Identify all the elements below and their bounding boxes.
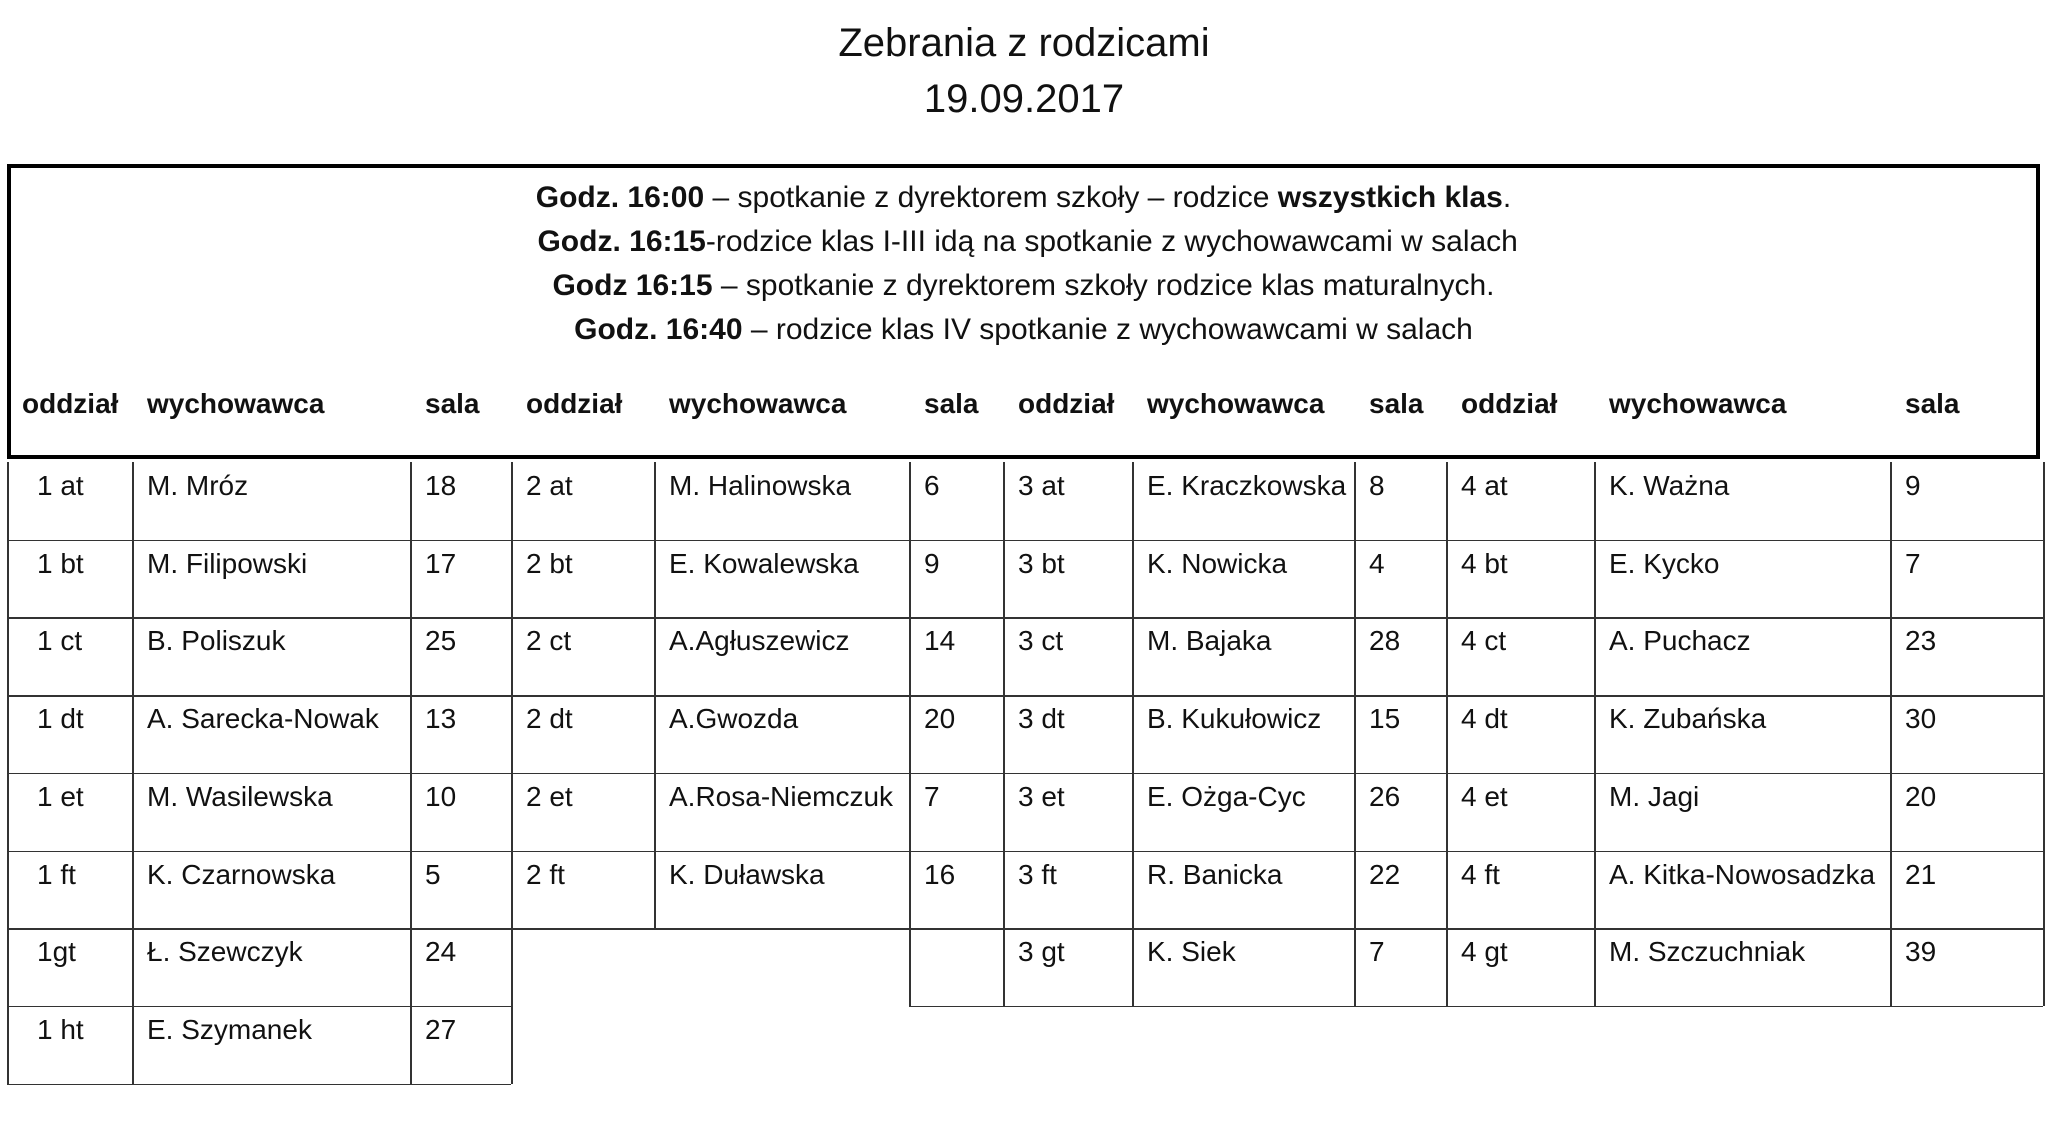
cell-sala: 20 [924, 703, 956, 735]
cell-oddzial: 1 ct [37, 625, 83, 657]
cell-oddzial: 4 bt [1461, 547, 1508, 579]
cell-sala: 21 [1905, 858, 1937, 890]
cell-oddzial: 3 dt [1018, 703, 1065, 735]
cell-sala: 5 [425, 858, 441, 890]
cell-sala: 7 [1905, 547, 1921, 579]
cell-sala: 39 [1905, 936, 1937, 968]
cell-sala: 16 [924, 858, 956, 890]
cell-wychowawca: A. Puchacz [1609, 625, 1751, 657]
cell-sala: 9 [924, 547, 940, 579]
cell-wychowawca: M. Jagi [1609, 780, 1700, 812]
cell-sala: 25 [425, 625, 457, 657]
notice-line-1 [11, 178, 2036, 218]
cell-wychowawca: E. Szymanek [147, 1013, 312, 1045]
cell-oddzial: 2 bt [526, 547, 573, 579]
cell-wychowawca: M. Mróz [147, 470, 249, 501]
cell-oddzial: 3 bt [1018, 547, 1065, 579]
notice-text: – spotkanie z dyrektorem szkoły rodzice klas maturalnych. [712, 269, 1495, 302]
cell-oddzial: 1 bt [37, 547, 84, 579]
cell-oddzial: 1 ft [37, 858, 76, 890]
cell-wychowawca: K. Czarnowska [147, 858, 336, 890]
cell-wychowawca: A.Agłuszewicz [669, 625, 850, 657]
header-oddzial-4: oddział [1461, 388, 1558, 419]
cell-oddzial: 1 ht [37, 1013, 84, 1045]
cell-sala: 28 [1369, 625, 1401, 657]
cell-oddzial: 3 et [1018, 780, 1065, 812]
cell-sala: 7 [1369, 936, 1385, 968]
cell-wychowawca: K. Ważna [1609, 470, 1730, 501]
cell-wychowawca: K. Siek [1147, 936, 1236, 968]
cell-oddzial: 1 at [37, 470, 84, 501]
cell-wychowawca: M. Halinowska [669, 470, 852, 501]
notice-line-4 [11, 310, 2036, 350]
header-sala-3: sala [1369, 388, 1424, 419]
cell-oddzial: 1 et [37, 780, 84, 812]
cell-wychowawca: M. Wasilewska [147, 780, 333, 812]
cell-sala: 4 [1369, 547, 1385, 579]
header-wychowawca-1: wychowawca [147, 388, 325, 419]
notice-time: Godz. 16:40 [574, 313, 743, 346]
cell-oddzial: 4 ct [1461, 625, 1507, 657]
cell-sala: 14 [924, 625, 956, 657]
header-wychowawca-3: wychowawca [1147, 388, 1325, 419]
cell-sala: 22 [1369, 858, 1401, 890]
notice-text: – rodzice klas IV spotkanie z wychowawcami w salach [742, 313, 1473, 346]
notice-text: -rodzice klas I-III idą na spotkanie z wychowawcami w salach [705, 225, 1518, 258]
cell-sala: 6 [924, 470, 940, 501]
cell-wychowawca: B. Poliszuk [147, 625, 286, 657]
cell-wychowawca: A.Rosa-Niemczuk [669, 780, 894, 812]
cell-sala: 20 [1905, 780, 1937, 812]
cell-wychowawca: M. Filipowski [147, 547, 308, 579]
notice-line-2 [11, 222, 2036, 262]
cell-sala: 26 [1369, 780, 1401, 812]
cell-oddzial: 3 at [1018, 470, 1065, 501]
cell-sala: 13 [425, 703, 457, 735]
cell-wychowawca: E. Kraczkowska [1147, 470, 1347, 501]
header-oddzial-2: oddział [526, 388, 623, 419]
header-wychowawca-2: wychowawca [669, 388, 847, 419]
cell-sala: 17 [425, 547, 457, 579]
cell-oddzial: 2 at [526, 470, 573, 501]
cell-wychowawca: M. Bajaka [1147, 625, 1272, 657]
meeting-date: 19.09.2017 [923, 77, 1125, 121]
cell-wychowawca: A. Kitka-Nowosadzka [1609, 858, 1876, 890]
notice-time: Godz. 16:00 [535, 181, 705, 214]
cell-oddzial: 3 gt [1018, 936, 1065, 968]
cell-sala: 10 [425, 780, 457, 812]
cell-sala: 27 [425, 1013, 457, 1045]
cell-wychowawca: B. Kukułowicz [1147, 703, 1322, 735]
notice-line-3 [11, 266, 2036, 306]
cell-oddzial: 2 et [526, 780, 573, 812]
cell-sala: 9 [1905, 470, 1921, 501]
cell-oddzial: 4 gt [1461, 936, 1508, 968]
cell-oddzial: 1 dt [37, 703, 84, 735]
cell-oddzial: 2 ft [526, 858, 565, 890]
cell-wychowawca: R. Banicka [1147, 858, 1283, 890]
notice-time: Godz. 16:15 [529, 225, 706, 258]
cell-sala: 8 [1369, 470, 1385, 501]
header-wychowawca-4: wychowawca [1609, 388, 1787, 419]
page-title: Zebrania z rodzicami [838, 21, 1210, 65]
cell-oddzial: 4 ft [1461, 858, 1500, 890]
cell-wychowawca: K. Zubańska [1609, 703, 1767, 735]
cell-sala: 30 [1905, 703, 1937, 735]
cell-oddzial: 4 at [1461, 470, 1508, 501]
cell-oddzial: 3 ct [1018, 625, 1064, 657]
cell-oddzial: 4 dt [1461, 703, 1508, 735]
cell-wychowawca: E. Ożga-Cyc [1147, 780, 1306, 812]
header-oddzial-1: oddział [22, 388, 119, 419]
cell-oddzial: 1gt [37, 936, 76, 968]
notice-emphasis: wszystkich klas [1277, 181, 1503, 214]
cell-wychowawca: A. Sarecka-Nowak [147, 703, 379, 735]
header-oddzial-3: oddział [1018, 388, 1115, 419]
cell-sala: 7 [924, 780, 940, 812]
header-sala-4: sala [1905, 388, 1960, 419]
cell-sala: 18 [425, 470, 457, 501]
notice-text: – spotkanie z dyrektorem szkoły – rodzice [704, 181, 1278, 214]
cell-wychowawca: Ł. Szewczyk [147, 936, 303, 968]
cell-oddzial: 2 ct [526, 625, 572, 657]
cell-wychowawca: A.Gwozda [669, 703, 799, 735]
cell-oddzial: 2 dt [526, 703, 573, 735]
cell-wychowawca: K. Nowicka [1147, 547, 1288, 579]
cell-oddzial: 4 et [1461, 780, 1508, 812]
notice-tail: . [1502, 181, 1512, 214]
cell-sala: 15 [1369, 703, 1401, 735]
cell-oddzial: 3 ft [1018, 858, 1057, 890]
notice-time: Godz 16:15 [552, 269, 713, 302]
header-sala-2: sala [924, 388, 979, 419]
cell-sala: 23 [1905, 625, 1937, 657]
cell-wychowawca: E. Kowalewska [669, 547, 859, 579]
cell-wychowawca: M. Szczuchniak [1609, 936, 1806, 968]
cell-sala: 24 [425, 936, 457, 968]
cell-wychowawca: E. Kycko [1609, 547, 1720, 579]
header-sala-1: sala [425, 388, 480, 419]
cell-wychowawca: K. Duławska [669, 858, 825, 890]
